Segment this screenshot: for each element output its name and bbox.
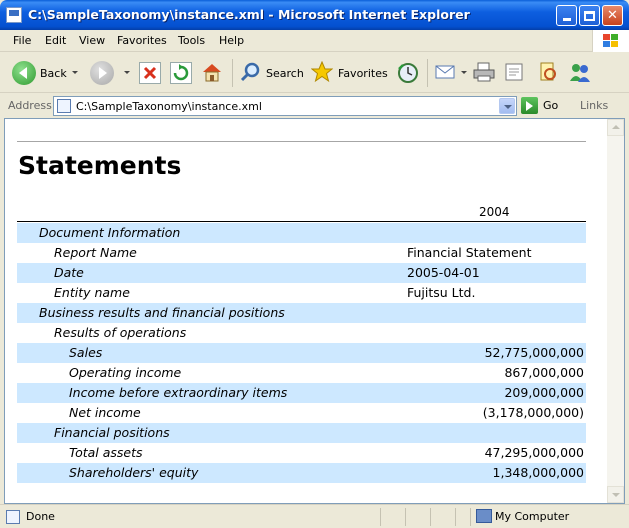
windows-logo-icon — [592, 30, 629, 52]
page-title: Statements — [18, 151, 182, 180]
edit-page-icon — [503, 61, 525, 83]
mail-button[interactable] — [434, 61, 456, 83]
messenger-icon — [568, 61, 592, 83]
row-label: Operating income — [69, 365, 182, 380]
status-text: Done — [26, 510, 55, 523]
close-button[interactable] — [602, 5, 623, 26]
refresh-icon — [171, 63, 191, 83]
research-icon — [536, 61, 558, 83]
table-row — [17, 423, 586, 443]
home-icon — [201, 61, 223, 83]
back-arrow-icon — [12, 61, 36, 85]
toolbar — [0, 53, 629, 93]
address-label: Address — [8, 99, 52, 112]
edit-button[interactable] — [503, 61, 525, 83]
table-row — [17, 243, 586, 263]
address-value[interactable]: C:\SampleTaxonomy\instance.xml — [76, 100, 262, 113]
forward-button[interactable] — [90, 61, 114, 85]
title-bar[interactable] — [0, 0, 629, 30]
menu-view[interactable]: View — [79, 34, 106, 47]
table-row — [17, 443, 586, 463]
horizontal-rule — [17, 141, 586, 142]
table-row — [17, 303, 586, 323]
toolbar-separator — [427, 59, 428, 87]
row-value: 52,775,000,000 — [484, 345, 584, 360]
search-label[interactable]: Search — [266, 67, 304, 80]
print-button[interactable] — [472, 61, 494, 83]
favorites-label[interactable]: Favorites — [338, 67, 388, 80]
year-column-header: 2004 — [479, 205, 510, 219]
page-icon — [6, 7, 22, 23]
status-divider — [430, 508, 431, 526]
history-button[interactable] — [396, 61, 418, 83]
back-dropdown-icon[interactable] — [72, 71, 78, 74]
mail-icon — [434, 61, 456, 83]
favorites-star-icon — [311, 61, 333, 83]
row-label: Sales — [69, 345, 103, 360]
table-row — [17, 263, 586, 283]
table-row — [17, 403, 586, 423]
row-label: Income before extraordinary items — [69, 385, 288, 400]
history-icon — [396, 61, 420, 85]
window-title: C:\SampleTaxonomy\instance.xml - Microsoft Internet Explorer — [28, 7, 470, 22]
row-value: 867,000,000 — [504, 365, 584, 380]
mail-dropdown-icon[interactable] — [461, 71, 467, 74]
maximize-button[interactable] — [579, 5, 600, 26]
back-label[interactable]: Back — [40, 67, 67, 80]
row-value: 2005-04-01 — [407, 265, 480, 280]
home-button[interactable] — [201, 61, 223, 83]
row-label: Results of operations — [54, 325, 187, 340]
minimize-icon — [563, 18, 571, 21]
scroll-up-button[interactable] — [607, 119, 624, 136]
address-bar — [0, 94, 629, 118]
favorites-button[interactable] — [311, 61, 333, 83]
document-view — [4, 118, 625, 504]
page-icon — [57, 99, 71, 113]
row-value: Financial Statement — [407, 245, 532, 260]
row-label: Total assets — [69, 445, 143, 460]
menu-tools[interactable]: Tools — [178, 34, 206, 47]
stop-icon — [140, 63, 160, 83]
search-icon — [240, 61, 262, 83]
forward-dropdown-icon[interactable] — [124, 71, 130, 74]
table-row — [17, 323, 586, 343]
row-label: Entity name — [54, 285, 130, 300]
refresh-button[interactable] — [170, 62, 192, 84]
row-value: Fujitsu Ltd. — [407, 285, 476, 300]
go-label[interactable]: Go — [543, 99, 559, 112]
forward-arrow-icon — [90, 61, 114, 85]
row-label: Document Information — [39, 225, 181, 240]
menu-help[interactable]: Help — [219, 34, 245, 47]
status-bar — [0, 504, 629, 528]
table-row — [17, 343, 586, 363]
row-label: Shareholders' equity — [69, 465, 199, 480]
table-row — [17, 363, 586, 383]
go-button[interactable] — [521, 97, 538, 114]
security-zone: My Computer — [495, 510, 570, 523]
status-divider — [405, 508, 406, 526]
table-row — [17, 383, 586, 403]
address-input[interactable] — [53, 96, 517, 116]
row-value: 1,348,000,000 — [492, 465, 584, 480]
printer-icon — [472, 61, 496, 83]
stop-button[interactable] — [139, 62, 161, 84]
search-button[interactable] — [240, 61, 262, 83]
links-button[interactable]: Links — [580, 99, 609, 112]
maximize-icon — [584, 11, 595, 21]
row-value: (3,178,000,000) — [482, 405, 584, 420]
back-button[interactable] — [12, 61, 36, 85]
address-dropdown-icon[interactable] — [499, 98, 515, 114]
row-value: 47,295,000,000 — [484, 445, 584, 460]
vertical-scrollbar[interactable] — [607, 119, 624, 503]
minimize-button[interactable] — [556, 5, 577, 26]
scroll-down-button[interactable] — [607, 486, 624, 503]
status-divider — [455, 508, 456, 526]
messenger-button[interactable] — [568, 61, 590, 83]
menu-edit[interactable]: Edit — [45, 34, 67, 47]
status-divider — [470, 508, 471, 526]
row-label: Date — [54, 265, 84, 280]
table-row — [17, 223, 586, 243]
row-label: Report Name — [54, 245, 137, 260]
table-row — [17, 283, 586, 303]
status-divider — [380, 508, 381, 526]
row-label: Net income — [69, 405, 141, 420]
table-row — [17, 463, 586, 483]
header-underline — [17, 221, 586, 222]
toolbar-separator — [232, 59, 233, 87]
menu-favorites[interactable]: Favorites — [117, 34, 167, 47]
menu-file[interactable]: File — [13, 34, 32, 47]
research-button[interactable] — [536, 61, 558, 83]
menu-bar — [0, 30, 629, 52]
page-status-icon — [6, 510, 20, 524]
my-computer-icon — [476, 509, 492, 523]
row-label: Business results and financial positions — [39, 305, 285, 320]
close-icon: ✕ — [607, 8, 618, 23]
row-value: 209,000,000 — [504, 385, 584, 400]
row-label: Financial positions — [54, 425, 170, 440]
